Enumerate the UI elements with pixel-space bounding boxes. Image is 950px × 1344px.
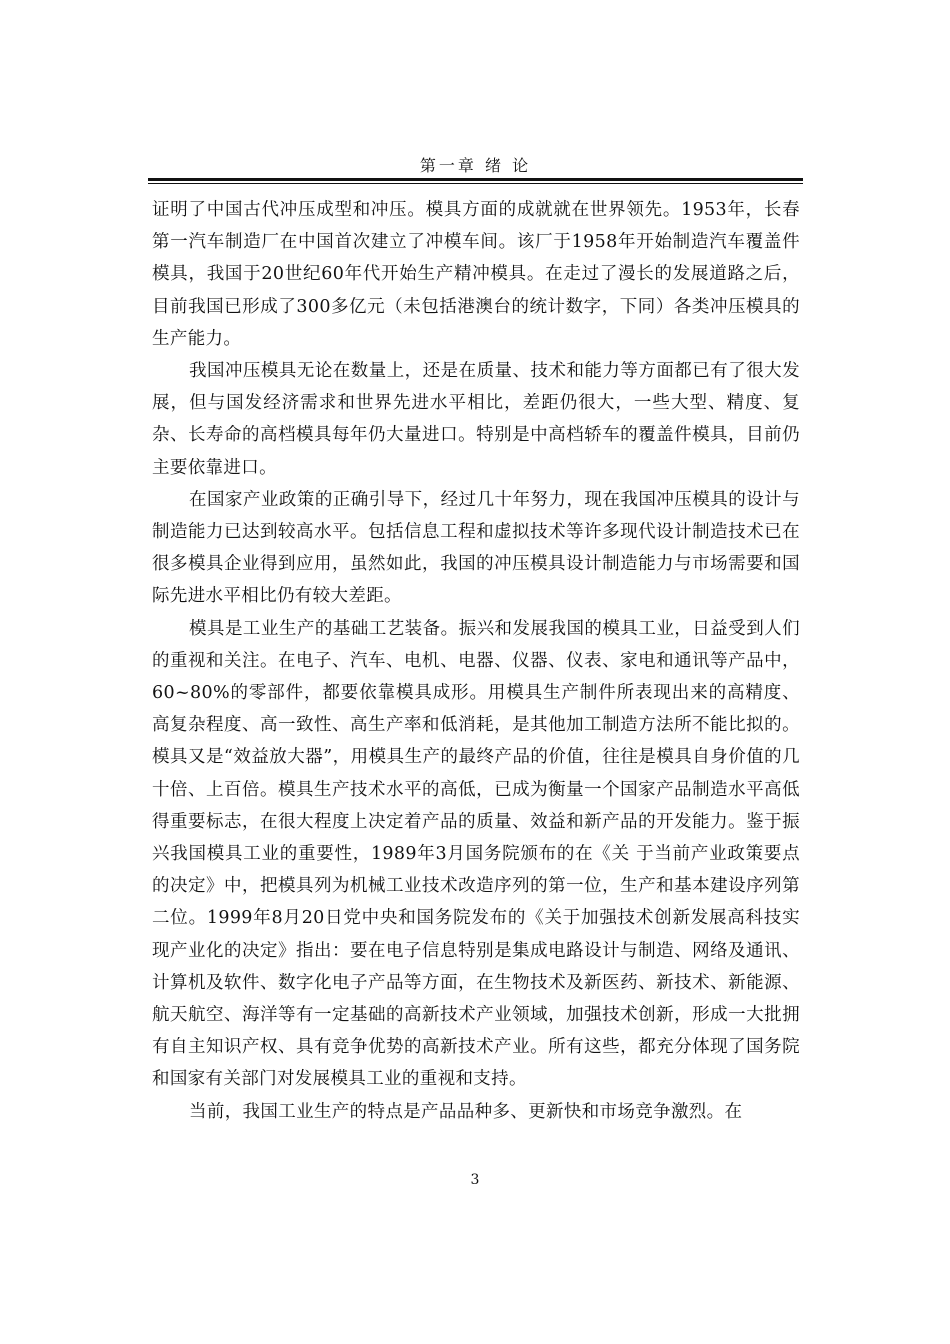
chapter-title: 第一章 绪 论 — [419, 156, 532, 175]
header-rule-thin — [148, 183, 803, 184]
header-rule-thick — [148, 178, 803, 181]
page-number: 3 — [470, 1172, 480, 1188]
paragraph: 证明了中国古代冲压成型和冲压。模具方面的成就就在世界领先。1953年，长春第一汽车制造厂在中国首次建立了冲模车间。该厂于1958年开始制造汽车覆盖件模具，我国于20世纪60年代开始生产精冲模具。在走过了漫长的发展道路之后，目前我国已形成了300多亿元（未包括港澳台的统计数字，下同）各类冲压模具的生产能力。 — [152, 200, 800, 349]
paragraph: 我国冲压模具无论在数量上，还是在质量、技术和能力等方面都已有了很大发展，但与国发经济需求和世界先进水平相比，差距仍很大，一些大型、精度、复杂、长寿命的高档模具每年仍大量进口。特别是中高档轿车的覆盖件模具，目前仍主要依靠进口。 — [152, 361, 800, 478]
header-rule — [148, 178, 803, 184]
body-text — [152, 194, 800, 1128]
running-header — [148, 150, 803, 184]
paragraph: 模具是工业生产的基础工艺装备。振兴和发展我国的模具工业，日益受到人们的重视和关注。在电子、汽车、电机、电器、仪器、仪表、家电和通讯等产品中，60~80%的零部件，都要依靠模具成形。用模具生产制件所表现出来的高精度、高复杂程度、高一致性、高生产率和低消耗，是其他加工制造方法所不能比拟的。模具又是“效益放大器”，用模具生产的最终产品的价值，往往是模具自身价值的几十倍、上百倍。模具生产技术水平的高低，已成为衡量一个国家产品制造水平高低得重要标志，在很大程度上决定着产品的质量、效益和新产品的开发能力。鉴于振兴我国模具工业的重要性，1989年3月国务院颁布的在《关 于当前产业政策要点的决定》中，把模具列为机械工业技术改造序列的第一位，生产和基本建设序列第二位。1999年8月20日党中央和国务院发布的《关于加强技术创新发展高科技实现产业化的决定》指出：要在电子信息特别是集成电路设计与制造、网络及通讯、计算机及软件、数字化电子产品等方面，在生物技术及新医药、新技术、新能源、航天航空、海洋等有一定基础的高新技术产业领域，加强技术创新，形成一大批拥有自主知识产权、具有竞争优势的高新技术产业。所有这些，都充分体现了国务院和国家有关部门对发展模具工业的重视和支持。 — [152, 618, 800, 1090]
paragraph: 当前，我国工业生产的特点是产品品种多、更新快和市场竞争激烈。在 — [189, 1101, 743, 1122]
paragraph: 在国家产业政策的正确引导下，经过几十年努力，现在我国冲压模具的设计与制造能力已达到较高水平。包括信息工程和虚拟技术等许多现代设计制造技术已在很多模具企业得到应用，虽然如此，我国的冲压模具设计制造能力与市场需要和国际先进水平相比仍有较大差距。 — [152, 489, 800, 607]
